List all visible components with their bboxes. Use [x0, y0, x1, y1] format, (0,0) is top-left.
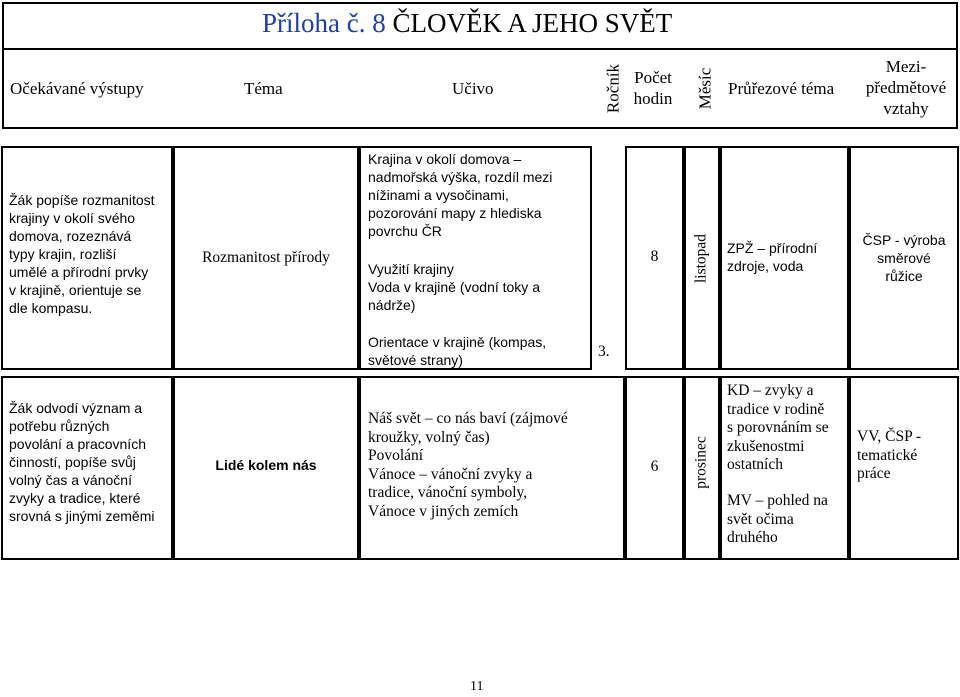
page-number: 11 [470, 679, 484, 694]
row1-hours: 8 [650, 248, 659, 265]
title-prefix: Příloha č. 8 [262, 8, 386, 38]
col-header-outcomes: Očekávané výstupy [10, 79, 144, 98]
row1-cross-topic: ZPŽ – přírodní zdroje, voda [727, 240, 818, 274]
col-header-topic: Téma [244, 79, 283, 98]
row1-outcomes: Žák popíše rozmanitost krajiny v okolí svého domova, rozeznává typy krajin, rozliší umělé a přírodní prvky v krajině, orientuje se dle kompasu. [9, 192, 155, 316]
col-header-hours: Počet hodin [633, 68, 673, 108]
row1-inter: ČSP - výroba směrové růžice [862, 232, 946, 284]
row1-grade: 3. [598, 343, 610, 360]
row2-topic: Lidé kolem nás [215, 457, 317, 473]
row2-cross-topic-a: KD – zvyky a tradice v rodině s porovnáním se zkušenostmi ostatních [727, 382, 829, 473]
row1-curriculum-a: Krajina v okolí domova – nadmořská výška, rozdíl mezi nížinami a vysočinami, pozorování mapy z hlediska povrchu ČR [368, 151, 553, 239]
header-title-divider [2, 48, 958, 50]
row2-month: prosinec [692, 436, 710, 489]
title-main: ČLOVĚK A JEHO SVĚT [392, 8, 673, 38]
col-header-grade: Ročník [603, 63, 623, 114]
col-header-curriculum: Učivo [452, 79, 494, 98]
col-header-inter-subject: Mezi- předmětové vztahy [865, 57, 947, 118]
row1-curriculum-b: Využití krajiny Voda v krajině (vodní toky a nádrže) [368, 261, 540, 313]
row2-cross-topic-b: MV – pohled na svět očima druhého [727, 492, 828, 546]
row2-curriculum: Náš svět – co nás baví (zájmové kroužky, volný čas) Povolání Vánoce – vánoční zvyky a tradice, vánoční symboly, Vánoce v jiných zemích [368, 410, 568, 520]
row1-month: listopad [692, 233, 710, 284]
row2-hours: 6 [650, 458, 659, 475]
row1-curriculum-c: Orientace v krajině (kompas, světové strany) [368, 334, 547, 368]
page-title [262, 8, 672, 39]
row2-outcomes: Žák odvodí význam a potřebu různých povolání a pracovních činností, popíše svůj volný čas a vánoční zvyky a tradice, které srovná s jinými zeměmi [9, 400, 155, 524]
col-header-cross-topic: Průřezové téma [728, 79, 835, 98]
row1-topic: Rozmanitost přírody [202, 249, 330, 266]
col-header-month: Měsíc [695, 67, 715, 110]
row2-inter: VV, ČSP - tematické práce [857, 428, 922, 482]
